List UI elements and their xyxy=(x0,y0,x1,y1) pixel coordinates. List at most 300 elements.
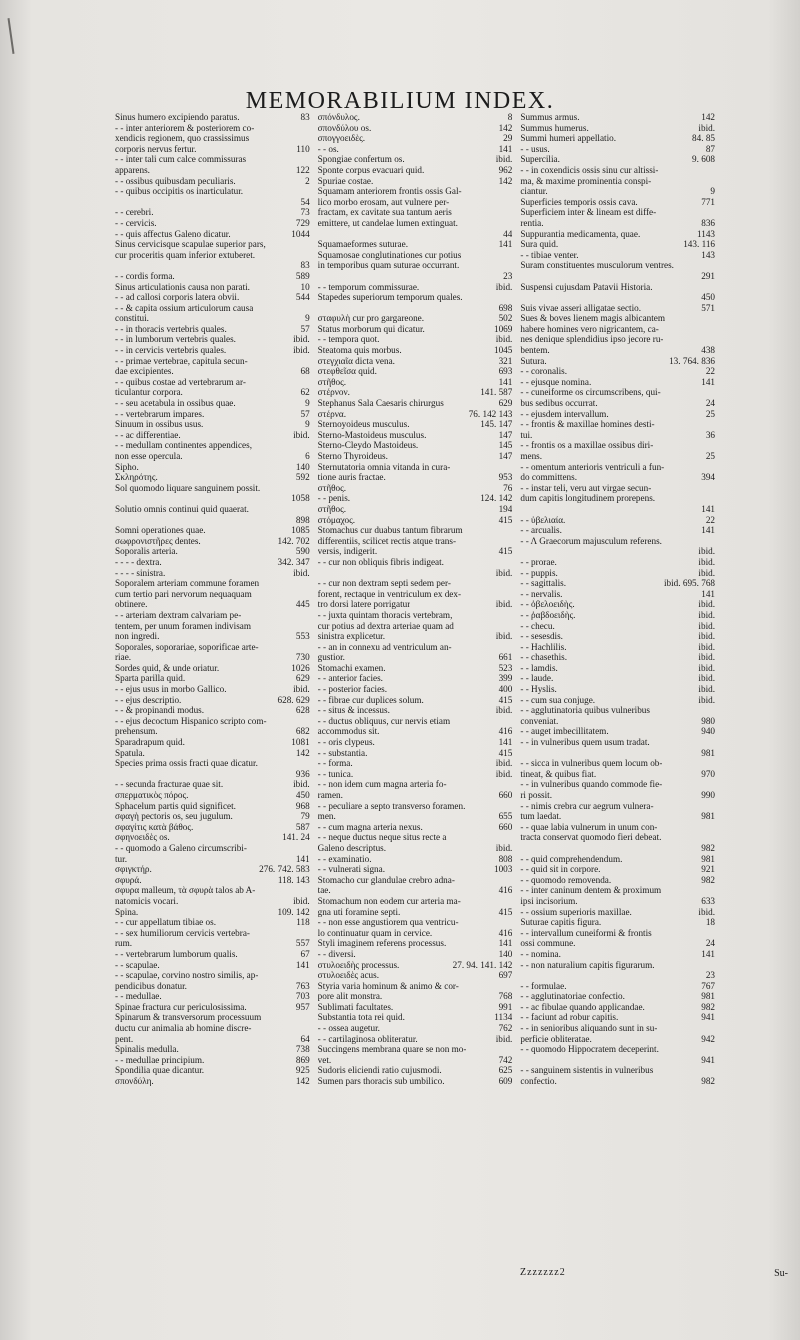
index-term: Somni operationes quae. xyxy=(115,525,206,536)
index-entry xyxy=(115,1012,310,1023)
index-entry xyxy=(115,176,310,187)
index-entry xyxy=(318,589,513,600)
index-term: - - seu acetabula in ossibus quae. xyxy=(115,398,236,409)
index-entry xyxy=(520,366,715,377)
page-reference: 141 xyxy=(701,503,716,514)
index-entry xyxy=(520,1065,715,1076)
page-reference: ibid. xyxy=(495,705,513,716)
index-entry xyxy=(318,123,513,134)
margin-pen-mark xyxy=(8,18,15,54)
index-entry xyxy=(115,123,310,134)
index-term: - - in senioribus aliquando sunt in su- xyxy=(520,1023,658,1034)
index-term: versis, indigerit. xyxy=(317,546,378,557)
page-reference: 22 xyxy=(705,366,716,377)
index-entry xyxy=(318,144,513,155)
page-reference: 141 xyxy=(498,737,513,748)
page-reference: 981 xyxy=(701,853,716,864)
index-entry xyxy=(318,621,513,632)
index-term: στεγχιαῖα dicta vena. xyxy=(317,355,395,366)
index-entry xyxy=(115,271,310,282)
page-reference: 141 xyxy=(498,143,513,154)
page-reference: 609 xyxy=(498,1076,513,1087)
index-term: fractam, ex cavitate sua tantum aeris xyxy=(317,207,452,218)
index-entry xyxy=(520,917,715,928)
index-entry xyxy=(520,726,715,737)
index-entry xyxy=(318,165,513,176)
index-entry xyxy=(115,1023,310,1034)
index-term: Substantia tota rei quid. xyxy=(317,1012,405,1023)
page-reference: 400 xyxy=(498,684,513,695)
page-reference: 10 xyxy=(300,281,310,292)
index-entry xyxy=(520,472,715,483)
page-reference: 633 xyxy=(701,895,716,906)
page-reference: 1044 xyxy=(291,228,310,239)
page-reference: 394 xyxy=(701,472,716,483)
index-entry xyxy=(520,716,715,727)
index-entry xyxy=(520,377,715,388)
index-entry xyxy=(115,546,310,557)
index-term: Spuriae costae. xyxy=(317,175,374,186)
index-entry xyxy=(115,801,310,812)
index-term: - - quid comprehendendum. xyxy=(520,853,623,864)
index-entry xyxy=(115,282,310,293)
index-term: Suis vivae asseri alligatae sectio. xyxy=(520,302,642,313)
index-term: conveniat. xyxy=(520,715,559,726)
page-reference: 76 xyxy=(503,482,513,493)
index-entry xyxy=(520,154,715,165)
page-reference: 936 xyxy=(295,768,310,779)
index-entry xyxy=(520,282,715,293)
index-entry xyxy=(318,716,513,727)
index-term: - - neque ductus neque situs recte a xyxy=(317,832,447,843)
page-reference: 450 xyxy=(295,790,310,800)
index-entry xyxy=(520,271,715,282)
index-term: - - in vulneribus quando commode fie- xyxy=(520,779,663,790)
index-term: tur. xyxy=(115,853,127,864)
page-reference: 142 xyxy=(701,112,716,122)
index-entry xyxy=(520,896,715,907)
page-reference: 730 xyxy=(295,652,310,663)
index-entry xyxy=(318,324,513,335)
index-term: Styria varia hominum & animo & cor- xyxy=(317,980,459,991)
index-entry xyxy=(115,419,310,430)
index-term: prehensum. xyxy=(115,726,158,737)
index-term: obtinere. xyxy=(115,599,148,610)
index-term: Sparta parilla quid. xyxy=(115,673,186,684)
index-entry xyxy=(520,652,715,663)
index-term: - - diversi. xyxy=(317,948,356,959)
index-entry xyxy=(520,663,715,674)
index-entry xyxy=(318,875,513,886)
index-term: στυλοειδὴς processus. xyxy=(317,959,400,970)
index-term: Sterno-Cleydo Mastoideus. xyxy=(317,440,419,451)
page-reference: 399 xyxy=(498,673,513,684)
index-term: lo continuatur quam in cervice. xyxy=(317,927,433,938)
index-term: - - fibrae cur duplices solum. xyxy=(317,694,424,705)
page-reference: 415 xyxy=(498,906,513,917)
index-term: - - juxta quintam thoracis vertebram, xyxy=(317,609,453,620)
index-entry xyxy=(115,144,310,155)
index-term: - - ὑβελιαία. xyxy=(520,514,566,525)
page-reference: 836 xyxy=(701,217,716,228)
index-entry xyxy=(318,334,513,345)
index-term: Σκληρότης. xyxy=(115,472,158,483)
index-entry xyxy=(520,324,715,335)
index-term: Stomachi examen. xyxy=(317,662,386,673)
page-reference: 1143 xyxy=(696,228,716,239)
page-reference: ibid. xyxy=(495,567,513,578)
index-term: Spina. xyxy=(115,906,139,917)
index-term: tracta conservat quomodo fieri debeat. xyxy=(520,832,662,843)
index-entry xyxy=(318,1023,513,1034)
index-term: σταφυλὴ cur pro gargareone. xyxy=(317,313,425,324)
index-entry xyxy=(115,811,310,822)
index-entry xyxy=(520,536,715,547)
index-entry xyxy=(115,748,310,759)
index-entry xyxy=(318,186,513,197)
page-reference: 25 xyxy=(705,408,716,419)
page-reference: 941 xyxy=(701,1054,716,1065)
page-reference: 445 xyxy=(295,599,310,610)
index-term: - - frontis & maxillae homines desti- xyxy=(520,419,655,430)
page-reference: 416 xyxy=(498,726,513,737)
index-term: - - ossium superioris maxillae. xyxy=(520,906,632,917)
index-entry xyxy=(318,610,513,621)
index-term: - - ac fibulae quando applicandae. xyxy=(520,1001,645,1012)
index-term: accommodus sit. xyxy=(317,726,380,737)
index-column-3 xyxy=(520,112,715,1087)
index-entry xyxy=(115,229,310,240)
page-header: MEMORABILIUM INDEX. xyxy=(245,88,555,114)
index-term: - - nervalis. xyxy=(520,588,563,599)
index-entry xyxy=(115,515,310,526)
index-term: - - examinatio. xyxy=(317,853,372,864)
index-entry xyxy=(520,144,715,155)
index-term: - - sex humiliorum cervicis vertebra- xyxy=(115,927,250,938)
index-term: - - quae labia vulnerum in unum con- xyxy=(520,821,658,832)
index-term: Species prima ossis fracti quae dicatur. xyxy=(115,758,258,769)
index-term: - - agglutinatoria quibus vulneribus xyxy=(520,705,650,716)
index-entry xyxy=(318,695,513,706)
index-term: - - - - dextra. xyxy=(115,556,162,567)
index-entry xyxy=(520,546,715,557)
index-entry xyxy=(520,250,715,261)
index-term: men. xyxy=(317,811,336,822)
index-entry xyxy=(318,462,513,473)
index-entry xyxy=(520,112,715,123)
index-term: - - posterior facies. xyxy=(317,684,388,695)
page-reference: 980 xyxy=(701,715,716,726)
index-term: Supercilia. xyxy=(520,154,560,165)
index-entry xyxy=(115,938,310,949)
page-reference: 110 xyxy=(296,143,310,154)
index-entry xyxy=(520,239,715,250)
page-reference: 982 xyxy=(701,874,716,885)
index-entry xyxy=(520,419,715,430)
page-reference: 79 xyxy=(300,811,310,822)
index-entry xyxy=(520,229,715,240)
page-reference: 25 xyxy=(705,451,716,461)
index-term: - - in coxendicis ossis sinu cur altissi- xyxy=(520,164,659,175)
index-term: - - cervicis. xyxy=(115,217,157,228)
index-entry xyxy=(520,758,715,769)
index-term: - - auget imbecillitatem. xyxy=(520,726,609,737)
index-entry xyxy=(520,197,715,208)
index-entry xyxy=(115,726,310,737)
page-reference: 921 xyxy=(701,864,716,875)
index-entry xyxy=(115,705,310,716)
page-reference: 141. 24 xyxy=(282,832,310,843)
page-reference: 1134 xyxy=(494,1012,513,1023)
index-term: Sol quomodo liquare sanguinem possit. xyxy=(115,482,261,493)
page-reference: 140 xyxy=(295,461,310,472)
page-reference: 13. 764. 836 xyxy=(669,355,716,366)
index-term: - - tibiae venter. xyxy=(520,249,579,260)
index-term: Squamam anteriorem frontis ossis Gal- xyxy=(317,186,462,197)
index-term: mens. xyxy=(520,451,543,461)
index-entry xyxy=(115,1065,310,1076)
index-term: - - laude. xyxy=(520,673,554,684)
index-entry xyxy=(520,843,715,854)
index-entry xyxy=(318,430,513,441)
index-term: - - quomodo a Galeno circumscribi- xyxy=(115,842,247,853)
page-reference: 24 xyxy=(705,398,716,409)
index-entry xyxy=(520,589,715,600)
index-entry xyxy=(115,599,310,610)
index-entry xyxy=(520,991,715,1002)
index-term: - - quomodo removenda. xyxy=(520,874,612,885)
index-entry xyxy=(115,207,310,218)
index-term: - - ejusque nomina. xyxy=(520,376,592,387)
index-entry xyxy=(520,928,715,939)
index-entry xyxy=(520,303,715,314)
page-reference: 84. 85 xyxy=(692,133,716,144)
index-entry xyxy=(115,695,310,706)
index-entry xyxy=(318,112,513,123)
page-reference: ibid. xyxy=(698,673,716,684)
index-entry xyxy=(115,769,310,780)
page-reference: 941 xyxy=(701,1012,716,1023)
index-term: σφαγίτις κατὰ βάθος. xyxy=(115,821,194,832)
index-term: - - quibus costae ad vertebrarum ar- xyxy=(115,376,246,387)
index-term: στέρνα. xyxy=(317,408,347,419)
page-reference: 6 xyxy=(305,451,310,461)
index-entry xyxy=(318,917,513,928)
index-entry xyxy=(115,197,310,208)
page-reference: 87 xyxy=(705,143,716,154)
index-term: cur proceritis quam inferior extuberet. xyxy=(115,249,256,260)
index-entry xyxy=(520,854,715,865)
page-reference: 122 xyxy=(295,164,310,175)
index-term: - - non esse angustiorem qua ventricu- xyxy=(317,917,459,928)
page-reference: 141 xyxy=(295,959,310,970)
index-term: emittere, ut candelae lumen extinguat. xyxy=(317,217,458,228)
index-term: Stomacho cur glandulae crebro adna- xyxy=(317,874,455,885)
index-term: Superficiem inter & lineam est diffe- xyxy=(520,207,657,218)
index-term: Sublimati facultates. xyxy=(317,1001,394,1012)
index-term: Galeno descriptus. xyxy=(317,842,387,853)
page-reference: 9 xyxy=(305,313,310,324)
index-entry xyxy=(318,440,513,451)
page-reference: ibid. xyxy=(495,631,513,642)
page-reference: 416 xyxy=(498,885,513,896)
index-term: - - frontis os a maxillae ossibus diri- xyxy=(520,440,654,451)
index-entry xyxy=(115,313,310,324)
page-reference: 141 xyxy=(295,853,310,864)
page-reference: 762 xyxy=(498,1023,513,1034)
index-term: - - quibus occipitis os inarticulatur. xyxy=(115,186,244,197)
index-entry xyxy=(318,726,513,737)
index-entry xyxy=(520,673,715,684)
index-entry xyxy=(318,1034,513,1045)
index-term: στῆθος. xyxy=(317,482,347,493)
index-term: - - temporum commissurae. xyxy=(317,281,420,292)
index-column-1 xyxy=(115,112,310,1087)
index-term: σπογγοειδὲς. xyxy=(317,133,366,144)
index-term: - - ejus descriptio. xyxy=(115,694,182,705)
index-entry xyxy=(520,705,715,716)
index-entry xyxy=(520,1034,715,1045)
index-entry xyxy=(115,737,310,748)
page-reference: ibid. xyxy=(293,429,310,440)
index-term: - - in lumborum vertebris quales. xyxy=(115,334,236,345)
page-reference: 27. 94. 141. 142 xyxy=(452,959,513,970)
index-term: - - in vulneribus quem usum tradat. xyxy=(520,737,650,748)
index-entry xyxy=(318,907,513,918)
index-term: - - chasethis. xyxy=(520,652,568,663)
index-entry xyxy=(115,896,310,907)
index-entry xyxy=(520,260,715,271)
page-reference: 415 xyxy=(498,546,513,557)
page-reference: ibid. xyxy=(698,694,716,705)
index-entry xyxy=(115,504,310,515)
index-term: non esse opercula. xyxy=(115,451,183,461)
index-entry xyxy=(520,1002,715,1013)
index-term: - - checu. xyxy=(520,620,555,631)
index-term: - - in cervicis vertebris quales. xyxy=(115,345,227,356)
index-entry xyxy=(318,197,513,208)
page-reference: 141 xyxy=(498,239,513,250)
index-entry xyxy=(115,292,310,303)
index-entry xyxy=(318,854,513,865)
page-reference: 416 xyxy=(498,927,513,938)
index-entry xyxy=(318,652,513,663)
page-reference: ibid. xyxy=(293,567,310,578)
page-reference: 9 xyxy=(710,186,716,197)
index-term: Stomachum non eodem cur arteria ma- xyxy=(317,895,461,906)
index-entry xyxy=(318,801,513,812)
index-term: - - secunda fracturae quae sit. xyxy=(115,779,224,790)
page-reference: 629 xyxy=(498,398,513,409)
index-term: Sudoris eliciendi ratio cujusmodi. xyxy=(317,1065,442,1076)
index-term: Squamosae conglutinationes cur potius xyxy=(317,249,462,260)
index-term: - - omentum anterioris ventriculi a fun- xyxy=(520,461,665,472)
index-entry xyxy=(520,599,715,610)
page-reference: 771 xyxy=(701,196,716,207)
index-entry xyxy=(115,981,310,992)
index-term: Superficies temporis ossis cava. xyxy=(520,196,638,207)
index-term: Sipho. xyxy=(115,461,139,472)
index-term: Sternutatoria omnia vitanda in cura- xyxy=(317,461,451,472)
page-reference: 981 xyxy=(701,747,716,758)
index-entry xyxy=(520,493,715,504)
index-entry xyxy=(520,525,715,536)
index-term: - - forma. xyxy=(317,758,353,769)
index-entry xyxy=(520,123,715,134)
page-reference: 628. 629 xyxy=(277,694,310,705)
index-term: lico morbo erosam, aut vulnere per- xyxy=(317,196,450,207)
index-term: - - non idem cum magna arteria fo- xyxy=(317,779,447,790)
index-term: nes denique splendidius ipso jecore ru- xyxy=(520,334,664,345)
index-term: σπονδύλου os. xyxy=(317,122,372,133)
index-entry xyxy=(520,737,715,748)
index-term: Steatoma quis morbus. xyxy=(317,345,402,356)
index-entry xyxy=(318,684,513,695)
index-entry xyxy=(115,854,310,865)
page-reference: 73 xyxy=(300,207,310,218)
index-entry xyxy=(318,377,513,388)
index-term: στεφθεῖσα quid. xyxy=(317,366,377,377)
index-term: Sinus cervicisque scapulae superior pars, xyxy=(115,239,266,250)
page-reference: 869 xyxy=(295,1054,310,1065)
index-entry xyxy=(318,779,513,790)
index-entry xyxy=(115,960,310,971)
index-term: bus sedibus occurrat. xyxy=(520,398,598,409)
index-entry xyxy=(115,779,310,790)
index-term: - - ῥαβδοειδὴς. xyxy=(520,609,576,620)
page-reference: ibid. xyxy=(495,1033,513,1044)
index-entry xyxy=(318,705,513,716)
page-reference: 142 xyxy=(498,175,513,186)
page-reference: 68 xyxy=(300,366,310,377)
index-term: Soporales, soporariae, soporificae arte- xyxy=(115,641,259,652)
page-reference: 415 xyxy=(498,747,513,758)
index-entry xyxy=(115,652,310,663)
page-reference: 142 xyxy=(295,1076,310,1087)
index-entry xyxy=(115,642,310,653)
page-reference: 953 xyxy=(498,472,513,483)
index-entry xyxy=(115,673,310,684)
index-entry xyxy=(520,398,715,409)
index-entry xyxy=(318,864,513,875)
index-entry xyxy=(520,483,715,494)
page-reference: 981 xyxy=(701,991,716,1002)
index-term: στῆθος. xyxy=(317,503,347,514)
index-term: in temporibus quam suturae occurrant. xyxy=(317,260,460,271)
page-reference: 141 xyxy=(701,948,716,959)
index-term: - - oris clypeus. xyxy=(317,737,375,748)
page-reference: 141 xyxy=(498,376,513,387)
index-entry xyxy=(318,356,513,367)
index-term: Sphacelum partis quid significet. xyxy=(115,800,236,811)
index-entry xyxy=(115,165,310,176)
index-entry xyxy=(115,409,310,420)
index-term: ciantur. xyxy=(520,186,548,197)
page-reference: ibid. xyxy=(293,779,310,790)
index-entry xyxy=(318,599,513,610)
index-entry xyxy=(115,239,310,250)
index-entry xyxy=(115,663,310,674)
index-entry xyxy=(318,981,513,992)
index-term: - - in thoracis vertebris quales. xyxy=(115,323,227,334)
page-reference: 109. 142 xyxy=(277,906,310,917)
index-entry xyxy=(318,642,513,653)
index-term: do committens. xyxy=(520,472,577,483)
index-entry xyxy=(520,568,715,579)
page-reference: 276. 742. 583 xyxy=(259,864,310,875)
index-entry xyxy=(318,631,513,642)
index-term: Suppurantia medicamenta, quae. xyxy=(520,228,641,239)
